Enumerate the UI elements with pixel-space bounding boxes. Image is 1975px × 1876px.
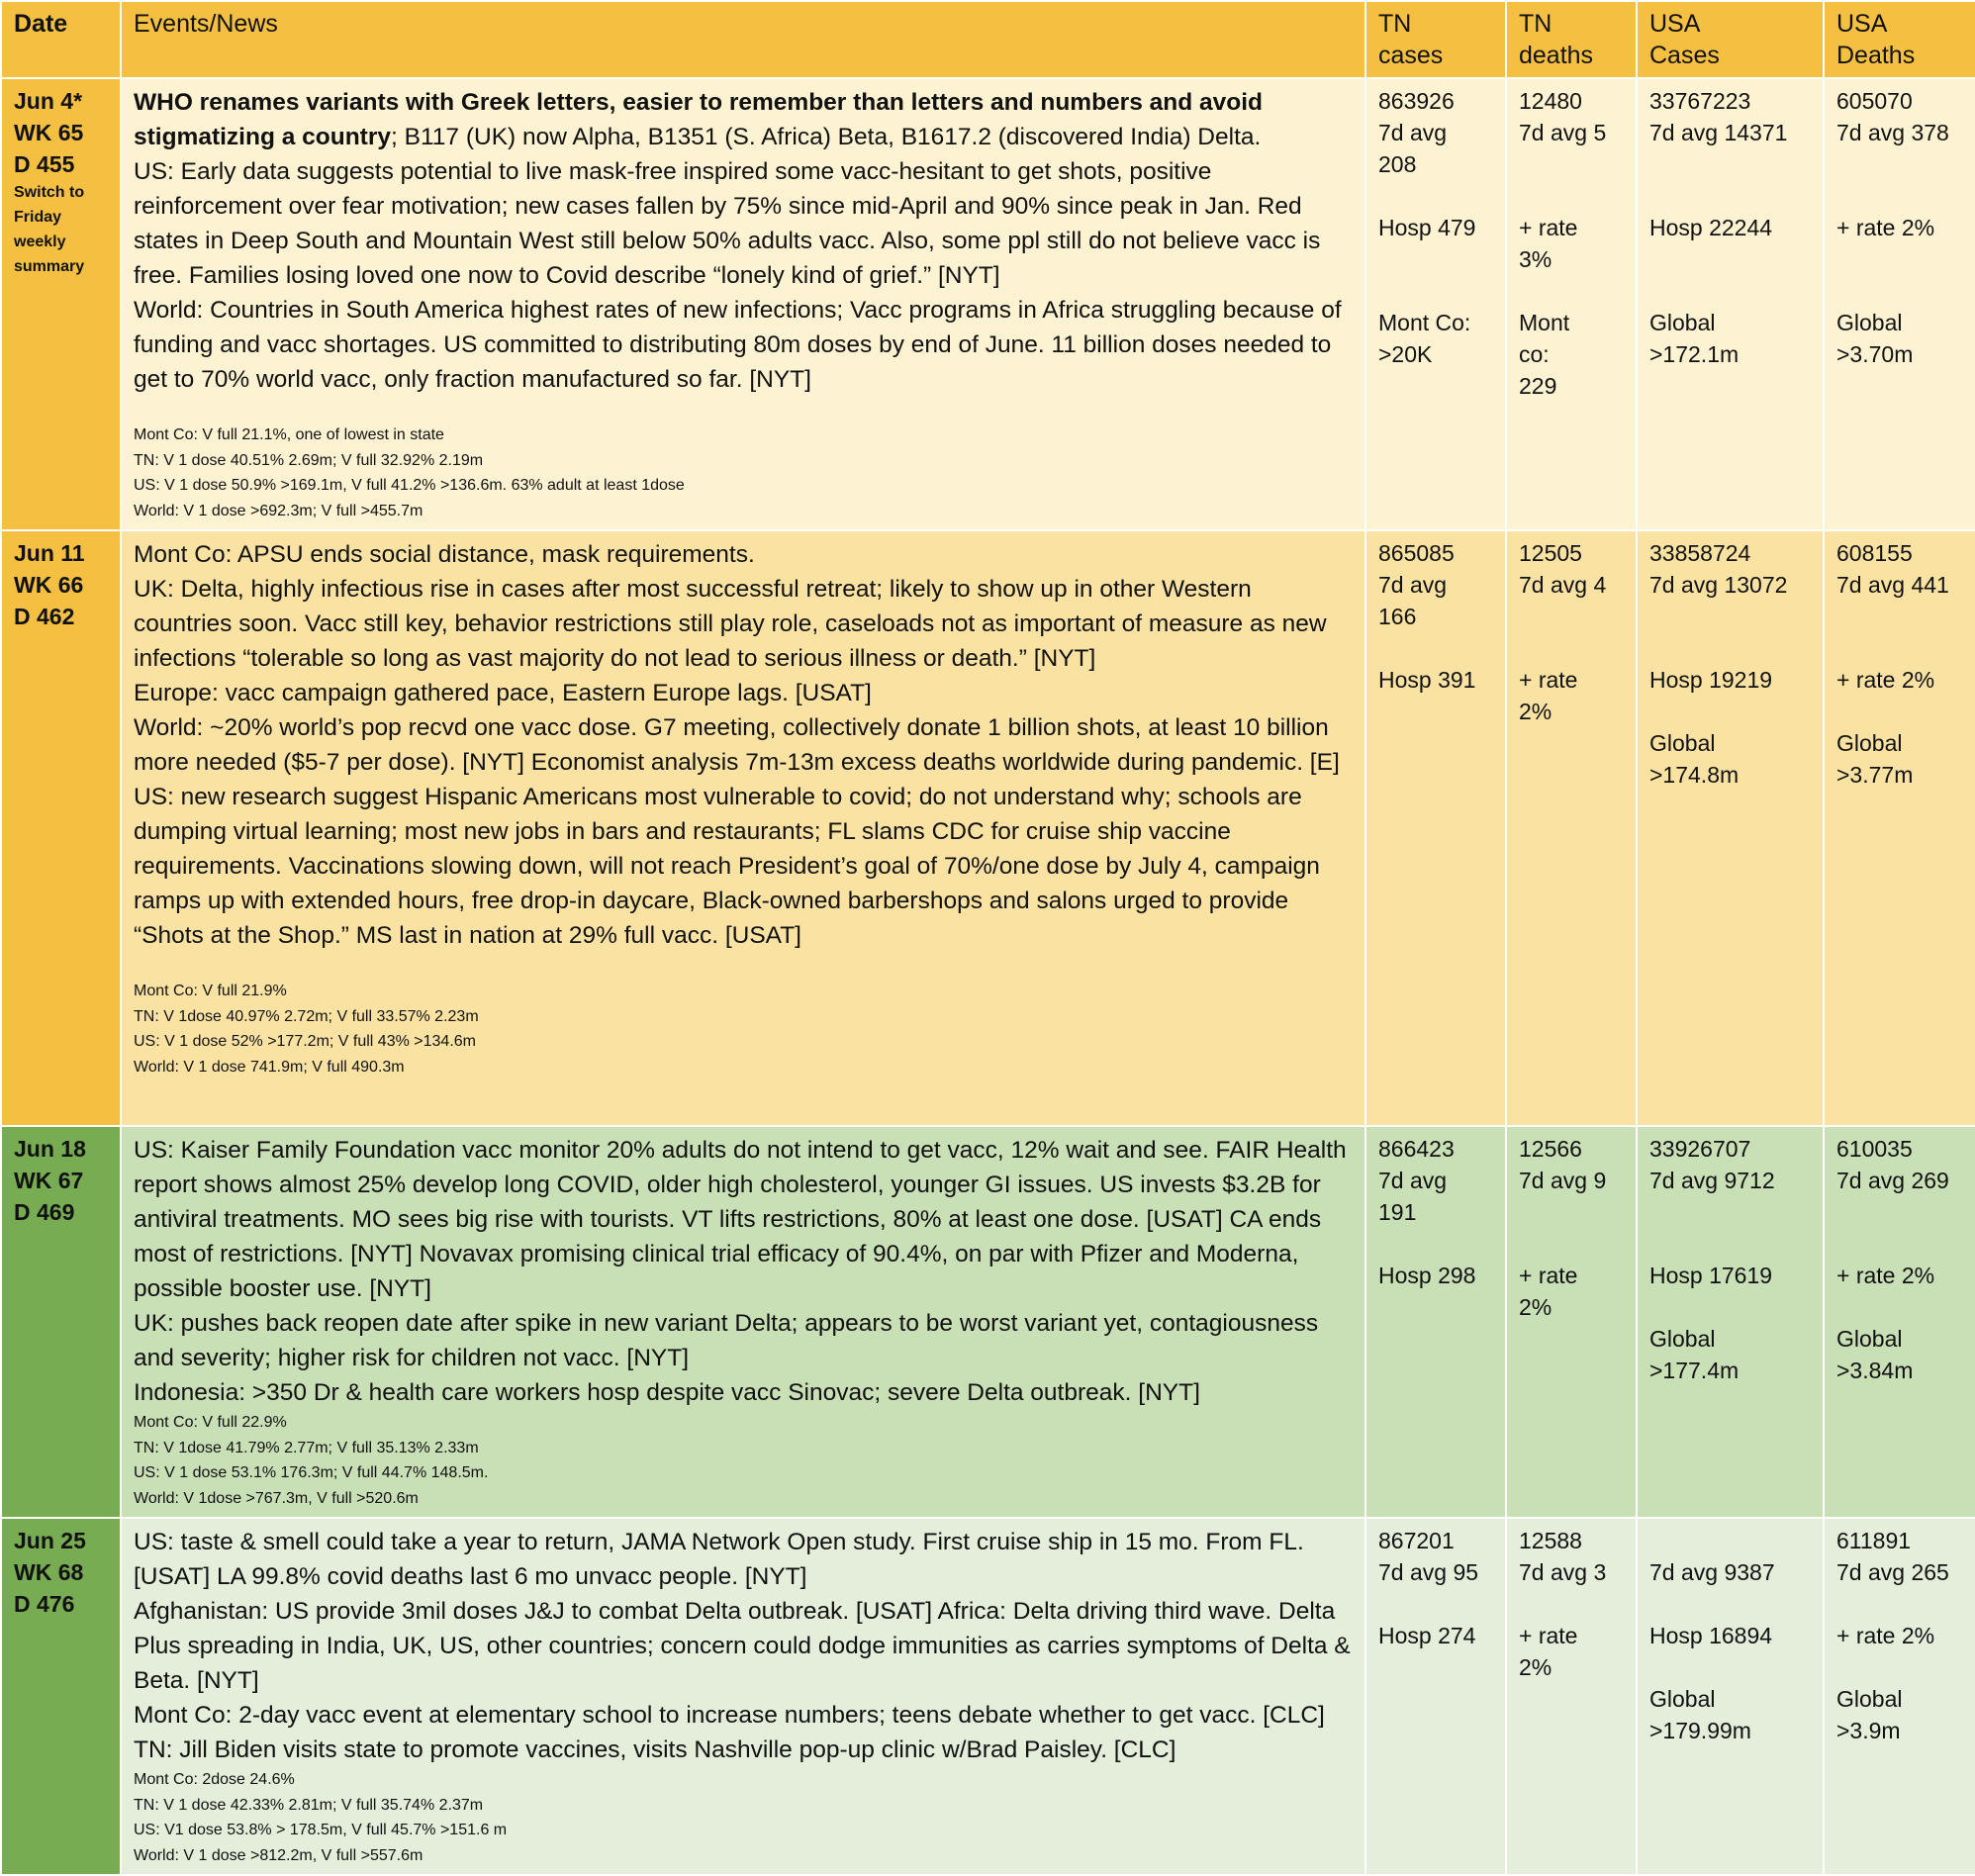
stat-line: + rate 2%: [1836, 1623, 1935, 1648]
stat-line: 865085: [1378, 540, 1455, 566]
usa-deaths-cell: [1824, 1126, 1975, 1518]
blank-line: [1836, 1651, 1963, 1683]
date-cell: [1, 530, 121, 1126]
date-line: WK 66: [14, 572, 84, 598]
date-line: Jun 25: [14, 1528, 86, 1553]
week-row: [1, 78, 1975, 530]
blank-line: [1649, 632, 1811, 664]
stat-line: 7d avg 265: [1836, 1559, 1949, 1585]
usa-cases-cell: [1637, 1126, 1824, 1518]
stat-line: + rate 2%: [1836, 215, 1935, 240]
header-tn-cases: TN cases: [1365, 1, 1506, 78]
spacer: [134, 953, 1353, 979]
blank-line: [1649, 601, 1811, 632]
blank-line: [1519, 601, 1624, 632]
blank-line: [1649, 148, 1811, 180]
stat-line: >3.77m: [1836, 762, 1914, 788]
event-text: US: new research suggest Hispanic Americans most vulnerable to covid; do not understand why; schools are dumping virtual learning; most new jobs in bars and restaurants; FL slams CDC for cruise ship vaccine requirements. Vaccinations slowing down, will not reach President’s goal of 70%/one dose by July 4, campaign ramps up with extended hours, free drop-in daycare, Black-owned barbershops and salons urged to provide “Shots at the Shop.” MS last in nation at 29% full vacc. [USAT]: [134, 784, 1320, 949]
blank-line: [1836, 1196, 1963, 1228]
stat-line: 7d avg 95: [1378, 1559, 1479, 1585]
event-paragraph: [134, 1375, 1353, 1410]
date-line: D 469: [14, 1199, 75, 1225]
stat-line: 866423: [1378, 1136, 1455, 1162]
stat-line: 2%: [1519, 1294, 1552, 1320]
stat-line: 7d avg 269: [1836, 1168, 1949, 1193]
stat-line: Hosp 22244: [1649, 215, 1773, 240]
event-text: Indonesia: >350 Dr & health care workers hosp despite vacc Sinovac; severe Delta outbreak. [NYT]: [134, 1379, 1200, 1406]
blank-line: [1649, 1291, 1811, 1323]
date-line: Jun 4*: [14, 88, 83, 114]
stat-line: Hosp 274: [1378, 1623, 1476, 1648]
blank-line: [1519, 1196, 1624, 1228]
stat-line: + rate: [1519, 215, 1578, 240]
tn-deaths-cell: [1506, 530, 1637, 1126]
vaccination-stat-line: Mont Co: V full 22.9%: [134, 1414, 287, 1431]
blank-line: [1519, 148, 1624, 180]
vaccination-stat-line: World: V 1 dose >692.3m; V full >455.7m: [134, 502, 423, 519]
vaccination-stat-line: US: V 1 dose 53.1% 176.3m; V full 44.7% 148.5m.: [134, 1464, 489, 1481]
stat-line: 7d avg 378: [1836, 120, 1949, 145]
blank-line: [1519, 180, 1624, 212]
stat-line: 12505: [1519, 540, 1582, 566]
date-note: Switch to: [14, 184, 85, 201]
date-line: WK 65: [14, 120, 84, 145]
event-text: US: Early data suggests potential to live mask-free inspired some vacc-hesitant to get shots, positive reinforcement over fear motivation; new cases fallen by 75% since mid-April and 90% since peak in Jan. Red states in Deep South and Mountain West still below 50% adults vacc. Also, some ppl still do not believe vacc is free. Families losing loved one now to Covid describe “lonely kind of grief.” [NYT]: [134, 158, 1321, 289]
vaccination-stat-line: TN: V 1dose 41.79% 2.77m; V full 35.13% 2.33m: [134, 1439, 479, 1456]
event-text: Mont Co: APSU ends social distance, mask requirements.: [134, 541, 755, 568]
date-note: weekly: [14, 234, 66, 250]
stat-line: Mont: [1519, 310, 1570, 335]
blank-line: [1649, 1196, 1811, 1228]
stat-line: + rate: [1519, 667, 1578, 693]
stat-line: 867201: [1378, 1528, 1455, 1553]
stat-line: 208: [1378, 151, 1417, 177]
event-paragraph: [134, 293, 1353, 397]
vaccination-stat-line: World: V 1 dose 741.9m; V full 490.3m: [134, 1058, 405, 1076]
blank-line: [1836, 632, 1963, 664]
event-paragraph: [134, 1698, 1353, 1767]
tn-cases-cell: [1365, 78, 1506, 530]
vaccination-stat-line: Mont Co: V full 21.9%: [134, 983, 287, 999]
date-line: Jun 11: [14, 540, 85, 566]
tn-deaths-cell: [1506, 78, 1637, 530]
stat-line: >177.4m: [1649, 1358, 1740, 1383]
blank-line: [1649, 1588, 1811, 1620]
stat-line: 7d avg: [1378, 120, 1448, 145]
usa-deaths-cell: [1824, 1518, 1975, 1875]
date-line: D 455: [14, 151, 75, 177]
tn-cases-cell: [1365, 1126, 1506, 1518]
blank-line: [1519, 632, 1624, 664]
event-paragraph: [134, 1594, 1353, 1698]
stat-line: 7d avg 3: [1519, 1559, 1607, 1585]
blank-line: [1519, 1588, 1624, 1620]
blank-line: [1836, 1291, 1963, 1323]
stat-line: Global: [1836, 1326, 1903, 1352]
vaccination-stat-line: US: V1 dose 53.8% > 178.5m, V full 45.7% >151.6 m: [134, 1822, 508, 1838]
vaccination-stat-line: TN: V 1 dose 40.51% 2.69m; V full 32.92% 2.19m: [134, 451, 484, 469]
date-line: D 476: [14, 1591, 75, 1617]
stat-line: 7d avg 5: [1519, 120, 1607, 145]
stat-line: + rate 2%: [1836, 667, 1935, 693]
stat-line: 191: [1378, 1199, 1417, 1225]
vaccination-stat-line: World: V 1 dose >812.2m, V full >557.6m: [134, 1846, 423, 1864]
spacer: [134, 397, 1353, 422]
event-text: World: Countries in South America highest rates of new infections; Vacc programs in Africa struggling because of funding and vacc shortages. US committed to distributing 80m doses by end of June. 11 billion doses needed to get to 70% world vacc, only fraction manufactured so far. [NYT]: [134, 297, 1342, 393]
event-text: Europe: vacc campaign gathered pace, Eastern Europe lags. [USAT]: [134, 680, 872, 706]
stat-line: >3.70m: [1836, 341, 1914, 367]
stat-line: 3%: [1519, 246, 1552, 272]
event-paragraph: [134, 780, 1353, 953]
vaccination-stat-line: TN: V 1dose 40.97% 2.72m; V full 33.57% 2.23m: [134, 1007, 479, 1025]
stat-line: >3.84m: [1836, 1358, 1914, 1383]
stat-line: + rate: [1519, 1263, 1578, 1288]
usa-deaths-cell: [1824, 530, 1975, 1126]
blank-line: [1836, 1228, 1963, 1260]
event-text: ; B117 (UK) now Alpha, B1351 (S. Africa) Beta, B1617.2 (discovered India) Delta.: [391, 124, 1262, 150]
stat-line: co:: [1519, 341, 1550, 367]
blank-line: [1836, 1588, 1963, 1620]
stat-line: 12566: [1519, 1136, 1582, 1162]
vaccination-stat-line: Mont Co: 2dose 24.6%: [134, 1771, 295, 1788]
stat-line: 608155: [1836, 540, 1913, 566]
header-events: Events/News: [121, 1, 1365, 78]
header-usa-cases: USA Cases: [1637, 1, 1824, 78]
stat-line: Global: [1649, 310, 1716, 335]
events-cell: [121, 1518, 1365, 1875]
event-text: Mont Co: 2-day vacc event at elementary school to increase numbers; teens debate whether to get vacc. [CLC] TN: Jill Biden visits state to promote vaccines, visits Nashville pop-up clinic w/Brad Paisley. [CLC]: [134, 1702, 1325, 1763]
header-row: [1, 1, 1975, 78]
stat-line: Global: [1649, 1326, 1716, 1352]
date-line: Jun 18: [14, 1136, 86, 1162]
blank-line: [1649, 696, 1811, 727]
event-paragraph: [134, 710, 1353, 780]
stat-line: 7d avg 13072: [1649, 572, 1788, 598]
stat-line: Global: [1649, 730, 1716, 756]
blank-line: [1836, 696, 1963, 727]
usa-cases-cell: [1637, 1518, 1824, 1875]
stat-line: Hosp 391: [1378, 667, 1476, 693]
stat-line: Hosp 16894: [1649, 1623, 1773, 1648]
events-cell: [121, 78, 1365, 530]
event-headline: WHO renames variants with Greek letters, easier to remember than letters and numbers and avoid stigmatizing a country: [134, 89, 1263, 150]
date-cell: [1, 1126, 121, 1518]
vaccination-stat-line: Mont Co: V full 21.1%, one of lowest in state: [134, 426, 444, 443]
vaccination-stat-line: US: V 1 dose 52% >177.2m; V full 43% >134.6m: [134, 1033, 476, 1050]
blank-line: [1836, 180, 1963, 212]
blank-line: [1649, 1228, 1811, 1260]
stat-line: Global: [1649, 1686, 1716, 1712]
blank-line: [1519, 275, 1624, 307]
event-paragraph: [134, 85, 1353, 154]
stat-line: 12588: [1519, 1528, 1582, 1553]
tn-deaths-cell: [1506, 1518, 1637, 1875]
stat-line: Hosp 17619: [1649, 1263, 1773, 1288]
week-row: [1, 530, 1975, 1126]
stat-line: 7d avg 441: [1836, 572, 1949, 598]
stat-line: Global: [1836, 1686, 1903, 1712]
stat-line: 7d avg: [1378, 1168, 1448, 1193]
stat-line: 2%: [1519, 1654, 1552, 1680]
date-line: WK 67: [14, 1168, 84, 1193]
vaccination-stat-line: TN: V 1 dose 42.33% 2.81m; V full 35.74% 2.37m: [134, 1796, 484, 1814]
vaccination-stat-line: World: V 1dose >767.3m, V full >520.6m: [134, 1489, 419, 1507]
stat-line: >3.9m: [1836, 1718, 1901, 1743]
blank-line: [1378, 1588, 1493, 1620]
event-text: UK: pushes back reopen date after spike in new variant Delta; appears to be worst variant yet, contagiousness and severity; higher risk for children not vacc. [NYT]: [134, 1310, 1319, 1371]
blank-line: [1649, 1651, 1811, 1683]
event-paragraph: [134, 572, 1353, 676]
event-text: Afghanistan: US provide 3mil doses J&J to combat Delta outbreak. [USAT] Africa: Delta driving third wave. Delta Plus spreading in India, UK, US, other countries; concern could dodge immunities as carries symptoms of Delta & Beta. [NYT]: [134, 1598, 1351, 1694]
stat-line: Hosp 19219: [1649, 667, 1773, 693]
stat-line: >172.1m: [1649, 341, 1740, 367]
blank-line: [1378, 275, 1493, 307]
stat-line: Global: [1836, 310, 1903, 335]
stat-line: Mont Co:: [1378, 310, 1471, 335]
events-cell: [121, 530, 1365, 1126]
stat-line: 610035: [1836, 1136, 1913, 1162]
event-paragraph: [134, 1306, 1353, 1375]
tn-cases-cell: [1365, 530, 1506, 1126]
date-line: WK 68: [14, 1559, 84, 1585]
event-paragraph: [134, 537, 1353, 572]
header-tn-deaths: TN deaths: [1506, 1, 1637, 78]
event-paragraph: [134, 1525, 1353, 1594]
stat-line: >179.99m: [1649, 1718, 1751, 1743]
stat-line: 7d avg 9387: [1649, 1559, 1775, 1585]
event-text: UK: Delta, highly infectious rise in cases after most successful retreat; likely to show up in other Western countries soon. Vacc still key, behavior restrictions still play role, caseloads not as important of measure as new infections “tolerable so long as vast majority do not lead to serious illness or death.” [NYT]: [134, 576, 1327, 672]
blank-line: [1378, 243, 1493, 275]
stat-line: >20K: [1378, 341, 1433, 367]
event-text: World: ~20% world’s pop recvd one vacc dose. G7 meeting, collectively donate 1 billion shots, at least 10 billion more needed ($5-7 per dose). [NYT] Economist analysis 7m-13m excess deaths worldwide during pandemic. [E]: [134, 714, 1340, 776]
stat-line: 12480: [1519, 88, 1582, 114]
event-paragraph: [134, 154, 1353, 293]
blank-line: [1836, 148, 1963, 180]
stat-line: 2%: [1519, 699, 1552, 724]
usa-cases-cell: [1637, 78, 1824, 530]
stat-line: 605070: [1836, 88, 1913, 114]
blank-line: [1649, 243, 1811, 275]
date-cell: [1, 1518, 121, 1875]
blank-line: [1378, 1228, 1493, 1260]
event-text: US: Kaiser Family Foundation vacc monitor 20% adults do not intend to get vacc, 12% wait and see. FAIR Health report shows almost 25% develop long COVID, older high cholesterol, younger GI issues. US invests $3.2B for antiviral treatments. MO sees big rise with tourists. VT lifts restrictions, 80% at least one dose. [USAT] CA ends most of restrictions. [NYT] Novavax promising clinical trial efficacy of 90.4%, on par with Pfizer and Moderna, possible booster use. [NYT]: [134, 1137, 1347, 1302]
stat-line: 7d avg 9712: [1649, 1168, 1775, 1193]
week-row: [1, 1126, 1975, 1518]
vaccination-stat-line: US: V 1 dose 50.9% >169.1m, V full 41.2% >136.6m. 63% adult at least 1dose: [134, 477, 685, 494]
date-cell: [1, 78, 121, 530]
stat-line: 7d avg 4: [1519, 572, 1607, 598]
blank-line: [1378, 180, 1493, 212]
stat-line: 166: [1378, 604, 1417, 629]
header-usa-deaths: USA Deaths: [1824, 1, 1975, 78]
blank-line: [1519, 1228, 1624, 1260]
blank-line: [1836, 601, 1963, 632]
blank-line: [1649, 180, 1811, 212]
header-date: Date: [1, 1, 121, 78]
week-row: [1, 1518, 1975, 1875]
stat-line: 33926707: [1649, 1136, 1751, 1162]
events-cell: [121, 1126, 1365, 1518]
stat-line: >174.8m: [1649, 762, 1740, 788]
usa-cases-cell: [1637, 530, 1824, 1126]
stat-line: 863926: [1378, 88, 1455, 114]
event-text: US: taste & smell could take a year to return, JAMA Network Open study. First cruise ship in 15 mo. From FL. [USAT] LA 99.8% covid deaths last 6 mo unvacc people. [NYT]: [134, 1529, 1304, 1590]
tn-cases-cell: [1365, 1518, 1506, 1875]
event-paragraph: [134, 676, 1353, 710]
stat-line: Hosp 298: [1378, 1263, 1476, 1288]
date-note: Friday: [14, 209, 62, 226]
tn-deaths-cell: [1506, 1126, 1637, 1518]
date-note: summary: [14, 258, 85, 275]
stat-line: + rate: [1519, 1623, 1578, 1648]
stat-line: 33767223: [1649, 88, 1751, 114]
stat-line: Hosp 479: [1378, 215, 1476, 240]
stat-line: 7d avg 9: [1519, 1168, 1607, 1193]
event-paragraph: [134, 1133, 1353, 1306]
blank-line: [1836, 243, 1963, 275]
stat-line: Global: [1836, 730, 1903, 756]
stat-line: 229: [1519, 373, 1557, 399]
usa-deaths-cell: [1824, 78, 1975, 530]
stat-line: 33858724: [1649, 540, 1751, 566]
date-line: D 462: [14, 604, 75, 629]
blank-line: [1649, 1525, 1811, 1556]
stat-line: 611891: [1836, 1528, 1912, 1553]
stat-line: 7d avg: [1378, 572, 1448, 598]
blank-line: [1649, 275, 1811, 307]
blank-line: [1836, 275, 1963, 307]
blank-line: [1378, 632, 1493, 664]
stat-line: 7d avg 14371: [1649, 120, 1788, 145]
stat-line: + rate 2%: [1836, 1263, 1935, 1288]
